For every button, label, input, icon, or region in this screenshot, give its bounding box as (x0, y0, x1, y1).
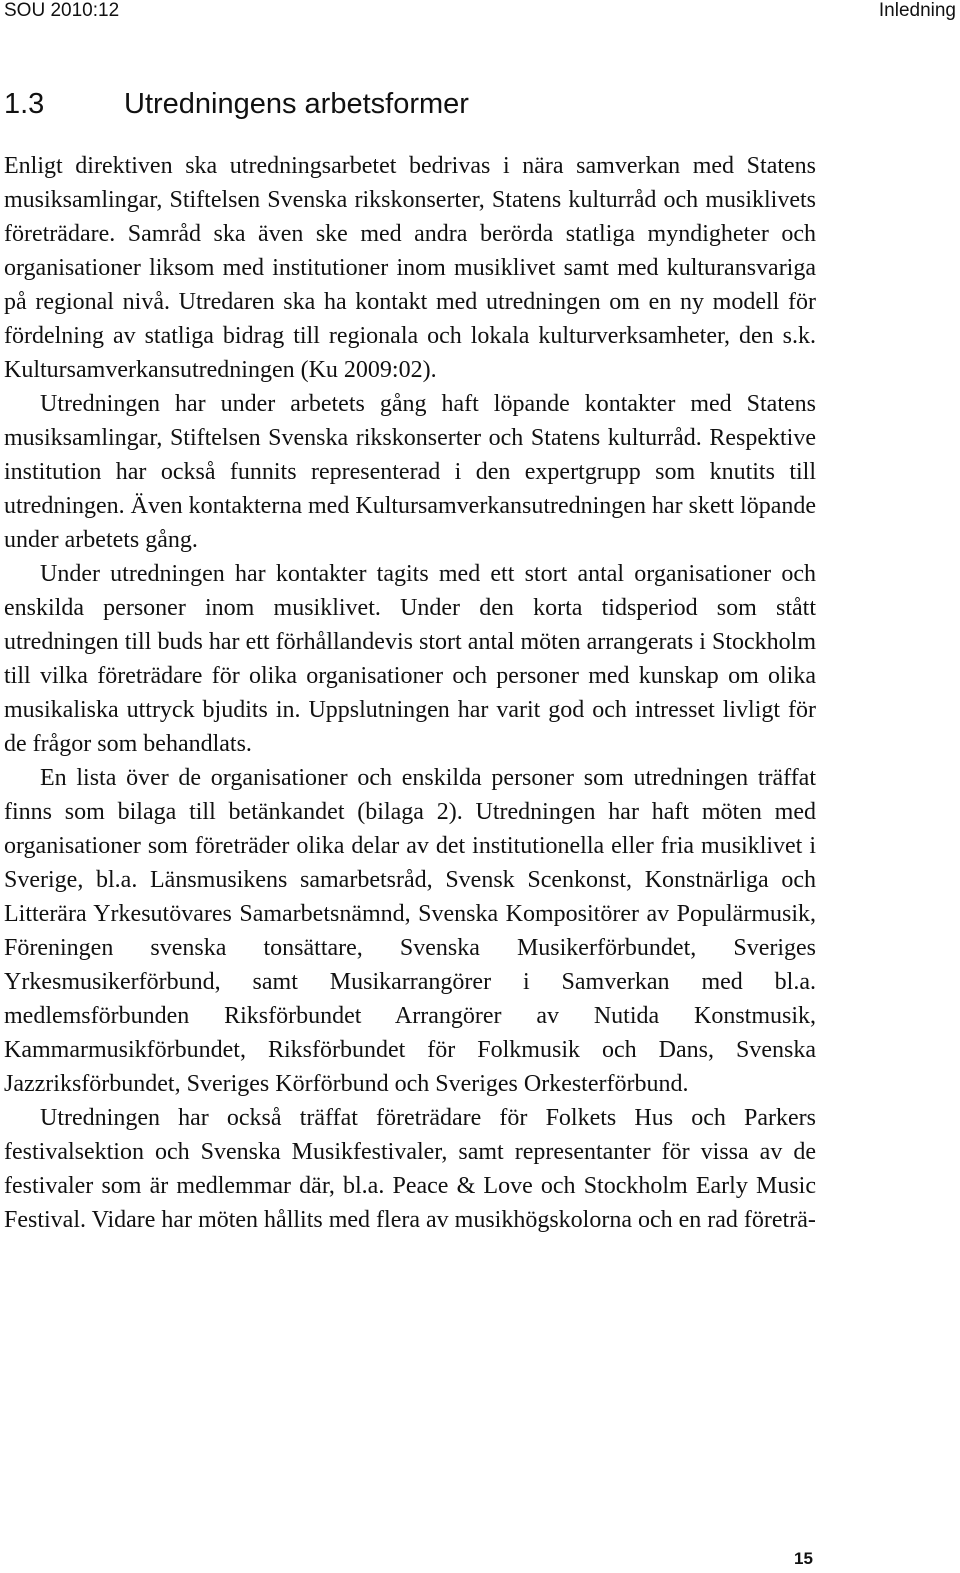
section-number: 1.3 (4, 88, 45, 120)
paragraph: Under utredningen har kontakter tagits med ett stort antal organisationer och enskilda personer inom musiklivet. Under den korta tidsperiod som stått utredningen till buds har ett förhållandevis stort antal möten arrangerats i Stockholm till vilka företrädare för olika organisationer och personer med kunskap om olika musikaliska uttryck bjudits in. Uppslutningen har varit god och intresset livligt för de frågor som behandlats. (4, 561, 816, 757)
paragraph: Enligt direktiven ska utredningsarbetet bedrivas i nära samverkan med Statens musiksamlingar, Stiftelsen Svenska rikskonserter, Statens kulturråd och musiklivets företrädare. Samråd ska även ske med andra berörda statliga myndigheter och organisationer liksom med institutioner inom musiklivet samt med kulturansvariga på regional nivå. Utredaren ska ha kontakt med utredningen om en ny modell för fördelning av statliga bidrag till regionala och lokala kulturverksamheter, den s.k. Kultursamverkansutredningen (Ku 2009:02). (4, 153, 816, 383)
section-heading (4, 86, 469, 122)
body-text (4, 149, 816, 1237)
section-title: Utredningens arbetsformer (124, 88, 469, 120)
paragraph: En lista över de organisationer och enskilda personer som utredningen träffat finns som bilaga till betänkandet (bilaga 2). Utredningen har haft möten med organisationer som företräder olika delar av det institutionella eller fria musiklivet i Sverige, bl.a. Länsmusikens samarbetsråd, Svensk Scenkonst, Konstnärliga och Litterära Yrkesutövares Samarbetsnämnd, Svenska Kompositörer av Populärmusik, Föreningen svenska tonsättare, Svenska Musikerförbundet, Sveriges Yrkesmusikerförbund, samt Musikarrangörer i Samverkan med bl.a. medlemsförbunden Riksförbundet Arrangörer av Nutida Konstmusik, Kammarmusikförbundet, Riksförbundet för Folkmusik och Dans, Svenska Jazzriksförbundet, Sveriges Körförbund och Sveriges Orkesterförbund. (4, 765, 816, 1097)
paragraph: Utredningen har också träffat företrädare för Folkets Hus och Parkers festivalsektion och Svenska Musikfestivaler, samt representanter för vissa av de festivaler som är medlemmar där, bl.a. Peace & Love och Stockholm Early Music Festival. Vidare har möten hållits med flera av musikhögskolorna och en rad företrä- (4, 1105, 816, 1233)
chapter-name: Inledning (878, 0, 956, 21)
page-number: 15 (794, 1549, 813, 1568)
running-header (4, 0, 956, 22)
paragraph: Utredningen har under arbetets gång haft löpande kontakter med Statens musiksamlingar, Stiftelsen Svenska rikskonserter och Statens kulturråd. Respektive institution har också funnits representerad i den expertgrupp som knutits till utredningen. Även kontakterna med Kultursamverkansutredningen har skett löpande under arbetets gång. (4, 391, 816, 553)
report-number: SOU 2010:12 (4, 0, 120, 21)
